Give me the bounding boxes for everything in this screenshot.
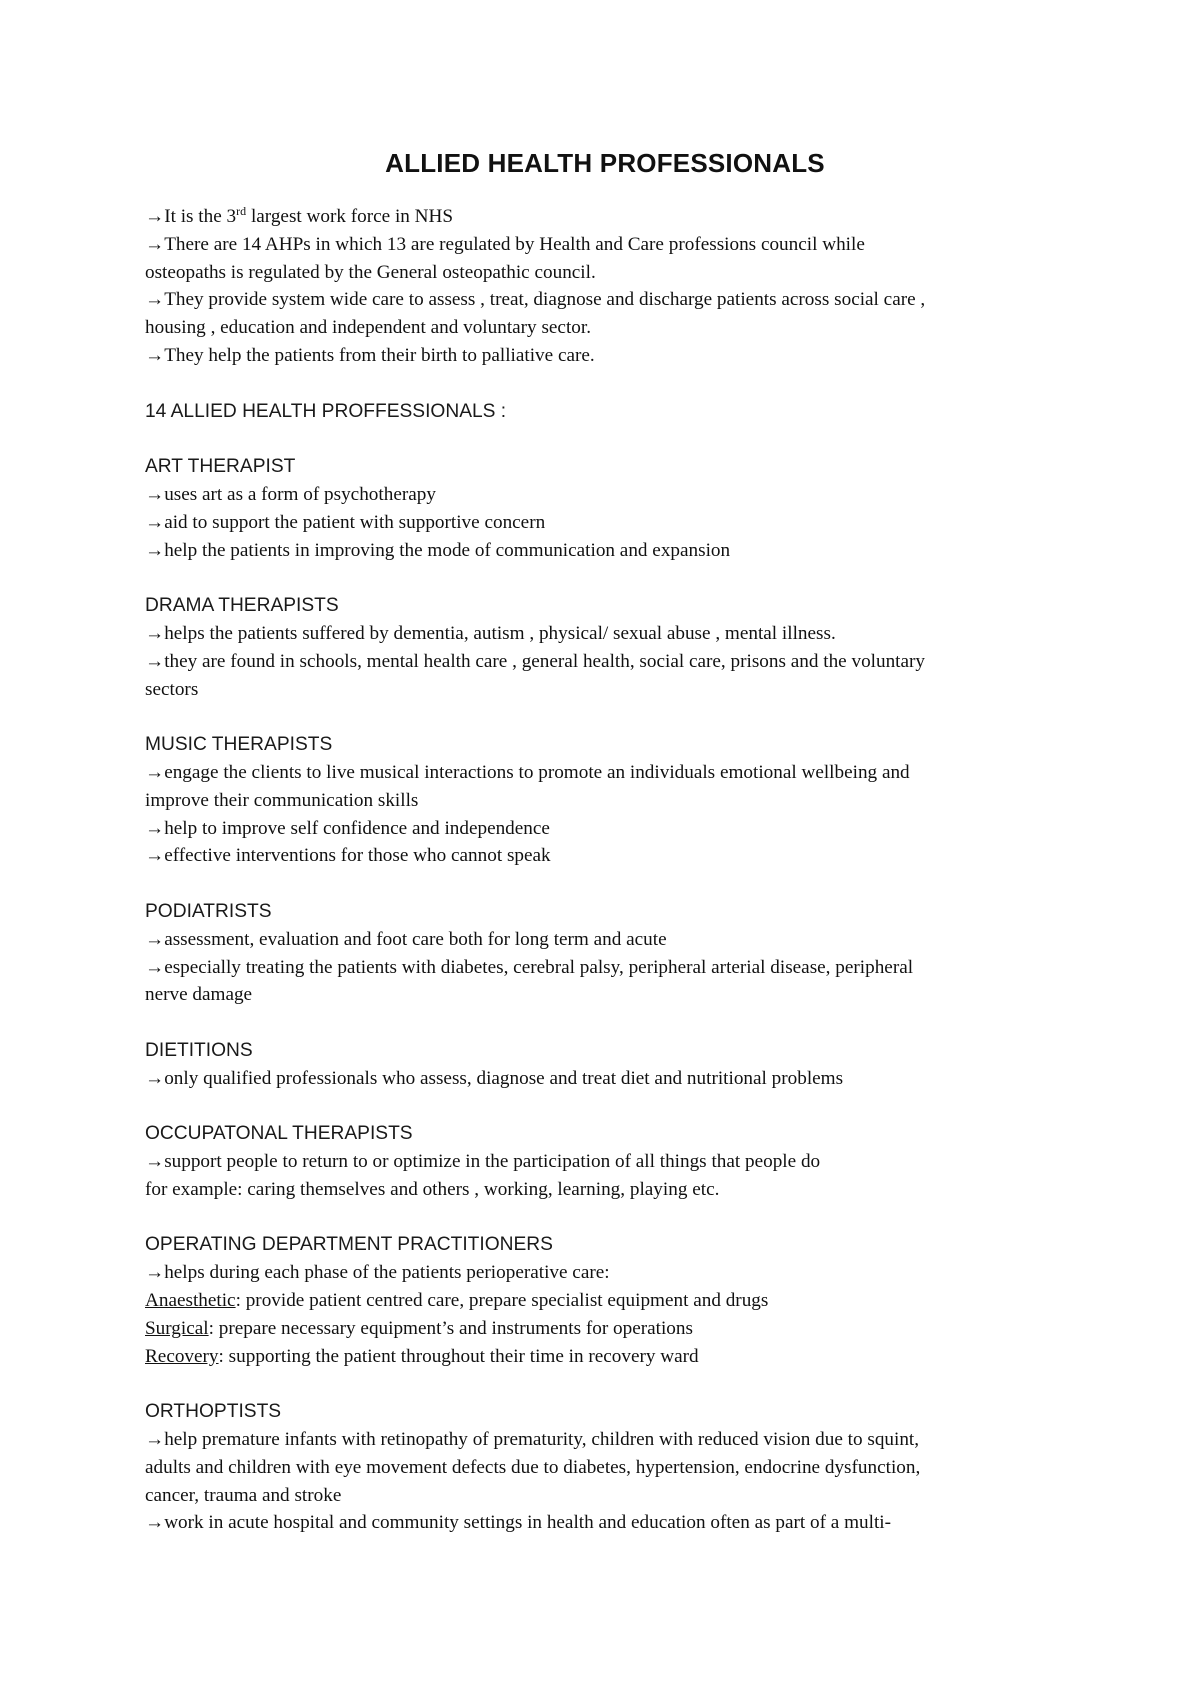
section-line: →engage the clients to live musical interactions to promote an individuals emotional wellbeing and [145, 761, 910, 783]
section-art-therapist [145, 453, 1065, 564]
section-podiatrists [145, 898, 1065, 1009]
intro-line: →There are 14 AHPs in which 13 are regulated by Health and Care professions council while [145, 233, 865, 255]
section-line: sectors [145, 678, 199, 700]
section-line: →help premature infants with retinopathy of prematurity, children with reduced vision due to squint, [145, 1429, 920, 1451]
section-line: adults and children with eye movement defects due to diabetes, hypertension, endocrine dysfunction, [145, 1456, 921, 1478]
section-drama-therapists [145, 592, 1065, 703]
section-heading: ORTHOPTISTS [145, 1401, 282, 1423]
section-heading: DIETITIONS [145, 1039, 253, 1061]
intro-section [145, 203, 1065, 370]
section-line: for example: caring themselves and others , working, learning, playing etc. [145, 1178, 720, 1200]
section-operating-department-practitioners [145, 1231, 1065, 1370]
document-page [145, 145, 1065, 1537]
section-line: improve their communication skills [145, 789, 419, 811]
section-line: →helps during each phase of the patients perioperative care: [145, 1262, 610, 1284]
intro-line: osteopaths is regulated by the General osteopathic council. [145, 261, 596, 283]
recovery-label: Recovery [145, 1345, 219, 1367]
section-heading: OPERATING DEPARTMENT PRACTITIONERS [145, 1234, 553, 1256]
section-line: →especially treating the patients with diabetes, cerebral palsy, peripheral arterial disease, peripheral [145, 956, 914, 978]
surgical-label: Surgical [145, 1317, 209, 1339]
list-heading: 14 ALLIED HEALTH PROFFESSIONALS : [145, 400, 507, 422]
section-heading: OCCUPATONAL THERAPISTS [145, 1123, 413, 1145]
section-line: →uses art as a form of psychotherapy [145, 483, 436, 505]
superscript: rd [236, 204, 247, 218]
section-music-therapists [145, 731, 1065, 870]
section-dietitions [145, 1037, 1065, 1093]
section-heading: DRAMA THERAPISTS [145, 595, 339, 617]
section-heading: PODIATRISTS [145, 900, 272, 922]
section-line: →help the patients in improving the mode of communication and expansion [145, 539, 731, 561]
section-heading: MUSIC THERAPISTS [145, 734, 333, 756]
section-orthoptists [145, 1398, 1065, 1537]
intro-line: →It is the 3rd largest work force in NHS [145, 204, 454, 227]
section-line: →assessment, evaluation and foot care both for long term and acute [145, 928, 667, 950]
section-line: nerve damage [145, 984, 253, 1006]
section-line: →only qualified professionals who assess, diagnose and treat diet and nutritional problems [145, 1067, 844, 1089]
section-line: cancer, trauma and stroke [145, 1484, 342, 1506]
section-occupational-therapists [145, 1120, 1065, 1203]
section-line: Anaesthetic: provide patient centred care, prepare specialist equipment and drugs [145, 1290, 769, 1312]
section-line: →help to improve self confidence and independence [145, 817, 550, 839]
intro-line: housing , education and independent and voluntary sector. [145, 317, 591, 339]
section-line: →work in acute hospital and community settings in health and education often as part of a multi- [145, 1512, 891, 1534]
section-line: →support people to return to or optimize in the participation of all things that people do [145, 1151, 821, 1173]
section-heading: ART THERAPIST [145, 456, 296, 478]
section-line: →aid to support the patient with supportive concern [145, 511, 546, 533]
document-title: ALLIED HEALTH PROFESSIONALS [385, 148, 825, 178]
intro-line: →They provide system wide care to assess , treat, diagnose and discharge patients across social care , [145, 289, 926, 311]
section-line: →they are found in schools, mental health care , general health, social care, prisons and the voluntary [145, 650, 926, 672]
section-line: →helps the patients suffered by dementia, autism , physical/ sexual abuse , mental illness. [145, 622, 836, 644]
section-line: →effective interventions for those who cannot speak [145, 845, 551, 867]
section-line: Surgical: prepare necessary equipment’s and instruments for operations [145, 1317, 693, 1339]
section-line: Recovery: supporting the patient throughout their time in recovery ward [145, 1345, 699, 1367]
intro-line: →They help the patients from their birth to palliative care. [145, 344, 595, 366]
anaesthetic-label: Anaesthetic [145, 1290, 236, 1312]
